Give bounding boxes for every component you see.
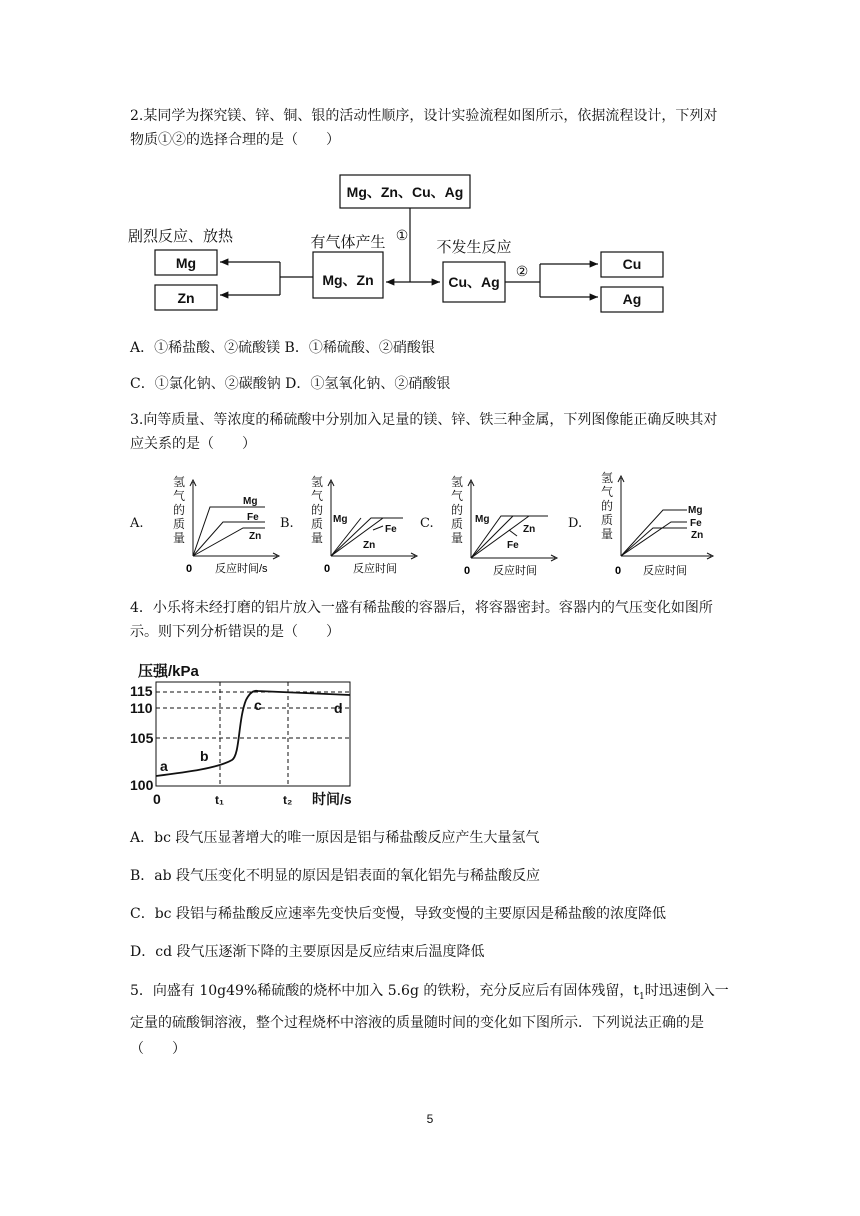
- svg-text:质: 质: [311, 517, 324, 531]
- svg-text:t₁: t₁: [215, 793, 224, 807]
- svg-text:t₂: t₂: [283, 793, 293, 807]
- svg-text:Zn: Zn: [523, 524, 536, 535]
- q4-option-b: B．ab 段气压变化不明显的原因是铝表面的氧化铝先与稀盐酸反应: [130, 868, 541, 884]
- q2-left-box-text: Mg、Zn: [322, 272, 374, 288]
- q3-graph-b: [303, 476, 423, 580]
- svg-text:反应时间: 反应时间: [493, 565, 537, 577]
- svg-text:质: 质: [601, 513, 614, 527]
- svg-text:0: 0: [464, 565, 471, 577]
- q2-top-box-text: Mg、Zn、Cu、Ag: [346, 184, 464, 200]
- q4-option-c: C．bc 段铝与稀盐酸反应速率先变快后变慢，导致变慢的主要原因是稀盐酸的浓度降低: [130, 906, 666, 922]
- svg-text:100: 100: [130, 777, 154, 793]
- svg-text:Mg: Mg: [475, 514, 490, 525]
- svg-text:的: 的: [173, 503, 186, 517]
- svg-text:0: 0: [324, 563, 331, 575]
- q4-xlabel: 时间/s: [312, 791, 352, 807]
- q4-option-a: A．bc 段气压显著增大的唯一原因是铝与稀盐酸反应产生大量氢气: [130, 830, 540, 846]
- svg-text:Fe: Fe: [690, 518, 702, 529]
- q2-step1: ①: [395, 227, 409, 243]
- q3-a-mg: Mg: [243, 496, 258, 507]
- q4-point-d: d: [334, 700, 343, 716]
- svg-text:Zn: Zn: [691, 530, 704, 541]
- q4-point-a: a: [160, 758, 168, 774]
- svg-text:氢: 氢: [173, 475, 186, 489]
- q3-graph-c: [443, 476, 563, 580]
- q2-option-line-2: C．①氯化钠、②碳酸钠 D．①氢氧化钠、②硝酸银: [130, 376, 451, 392]
- q3-a-fe: Fe: [247, 512, 259, 523]
- svg-text:气: 气: [601, 485, 614, 499]
- q2-zn-text: Zn: [177, 290, 195, 306]
- q3-graph-letter-a: A.: [130, 516, 144, 531]
- svg-text:Mg: Mg: [333, 514, 348, 525]
- q3-graph-d: [595, 470, 725, 580]
- q4-pressure-chart: [128, 660, 368, 810]
- svg-text:质: 质: [451, 517, 464, 531]
- svg-text:量: 量: [601, 527, 614, 541]
- svg-text:115: 115: [130, 683, 153, 699]
- q2-right-box-text: Cu、Ag: [448, 274, 500, 290]
- svg-text:气: 气: [311, 489, 324, 503]
- q2-flow-diagram: [128, 170, 680, 320]
- q2-step2: ②: [515, 263, 529, 279]
- svg-text:Fe: Fe: [385, 524, 397, 535]
- q4-point-c: c: [254, 697, 262, 713]
- q3-stem: 3.向等质量、等浓度的稀硫酸中分别加入足量的镁、锌、铁三种金属，下列图像能正确反映其对应关系的是（ ）: [130, 412, 718, 452]
- svg-text:气: 气: [173, 489, 186, 503]
- q2-mg-text: Mg: [175, 255, 197, 271]
- q3-graph-letter-c: C.: [420, 516, 434, 531]
- svg-text:Mg: Mg: [688, 505, 703, 516]
- svg-text:反应时间: 反应时间: [353, 563, 397, 575]
- svg-text:0: 0: [186, 563, 193, 575]
- svg-text:110: 110: [130, 700, 153, 716]
- q2-cu-text: Cu: [622, 256, 642, 272]
- q4-option-d: D．cd 段气压逐渐下降的主要原因是反应结束后温度降低: [130, 944, 485, 960]
- svg-text:的: 的: [311, 503, 324, 517]
- q3-graph-letter-d: D.: [568, 516, 583, 531]
- q2-left-label: 有气体产生: [310, 234, 386, 251]
- svg-text:Fe: Fe: [507, 540, 519, 551]
- svg-text:的: 的: [601, 499, 614, 513]
- q4-pressure-curve: [156, 691, 350, 776]
- q3-a-xlabel: 反应时间/s: [215, 563, 268, 575]
- q2-option-line-1: A．①稀盐酸、②硫酸镁 B．①稀硫酸、②硝酸银: [130, 340, 435, 356]
- svg-text:氢: 氢: [451, 475, 464, 489]
- svg-text:质: 质: [173, 517, 186, 531]
- q4-ylabel: 压强/kPa: [138, 663, 199, 680]
- svg-text:的: 的: [451, 503, 464, 517]
- q2-far-left-label: 剧烈反应、放热: [128, 228, 234, 245]
- q2-stem: 2.某同学为探究镁、锌、铜、银的活动性顺序，设计实验流程如图所示，依据流程设计，下列对物质①②的选择合理的是（ ）: [130, 108, 718, 148]
- page-number: 5: [426, 1112, 434, 1126]
- q5-stem: 5．向盛有 10g49%稀硫酸的烧杯中加入 5.6g 的铁粉，充分反应后有固体残留，$t_1$时迅速倒入一定量的硫酸铜溶液，整个过程烧杯中溶液的质量随时间的变化如下图所示．下列说法正确的是（ ）: [130, 983, 729, 1057]
- svg-text:量: 量: [173, 531, 186, 545]
- svg-text:氢: 氢: [311, 475, 324, 489]
- svg-text:Zn: Zn: [363, 540, 376, 551]
- svg-text:0: 0: [153, 791, 161, 807]
- q4-point-b: b: [200, 748, 209, 764]
- q3-graph-letter-b: B.: [280, 516, 294, 531]
- svg-text:105: 105: [130, 730, 154, 746]
- q4-stem: 4．小乐将未经打磨的铝片放入一盛有稀盐酸的容器后，将容器密封。容器内的气压变化如图所示。则下列分析错误的是（ ）: [130, 600, 713, 640]
- q3-a-zn: Zn: [249, 531, 262, 542]
- svg-text:0: 0: [615, 565, 622, 577]
- svg-text:反应时间: 反应时间: [643, 565, 687, 577]
- svg-text:气: 气: [451, 489, 464, 503]
- svg-text:氢: 氢: [601, 471, 614, 485]
- svg-text:量: 量: [451, 531, 464, 545]
- q3-graph-a: [165, 476, 285, 580]
- q2-right-label: 不发生反应: [436, 239, 512, 256]
- q2-ag-text: Ag: [622, 291, 642, 307]
- svg-text:量: 量: [311, 531, 324, 545]
